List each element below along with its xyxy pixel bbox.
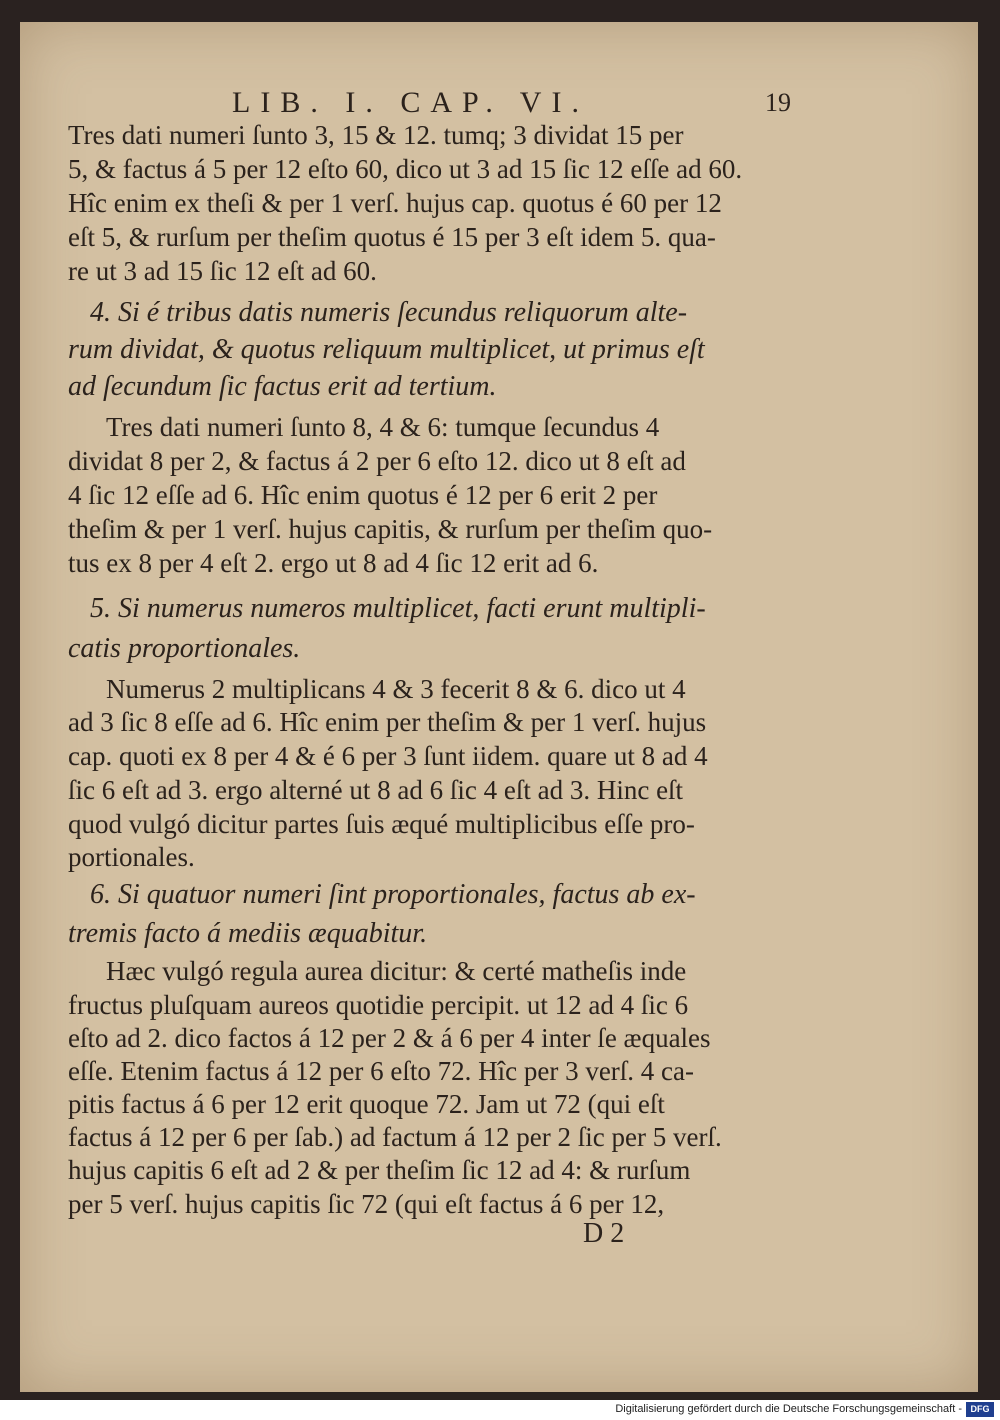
text-line: dividat 8 per 2, & factus á 2 per 6 eſto 12. dico ut 8 eſt ad: [68, 446, 686, 476]
signature-mark: D 2: [583, 1218, 625, 1249]
text-line: ad 3 ſic 8 eſſe ad 6. Hîc enim per theſim & per 1 verſ. hujus: [68, 707, 707, 737]
text-line: Hæc vulgó regula aurea dicitur: & certé matheſis inde: [106, 956, 687, 986]
text-line: Tres dati numeri ſunto 8, 4 & 6: tumque ſecundus 4: [106, 412, 660, 442]
text-line: ſic 6 eſt ad 3. ergo alterné ut 8 ad 6 ſic 4 eſt ad 3. Hinc eſt: [68, 775, 684, 805]
text-line: hujus capitis 6 eſt ad 2 & per theſim ſic 12 ad 4: & rurſum: [68, 1155, 691, 1185]
text-line: 5, & factus á 5 per 12 eſto 60, dico ut 3 ad 15 ſic 12 eſſe ad 60.: [68, 154, 743, 184]
proposition-line: 5. Si numerus numeros multiplicet, facti erunt multipli-: [90, 593, 706, 624]
dfg-logo: DFG: [966, 1402, 994, 1417]
footer-credit: Digitalisierung gefördert durch die Deutsche Forschungsgemeinschaft -: [615, 1403, 962, 1415]
text-line: Tres dati numeri ſunto 3, 15 & 12. tumq; 3 dividat 15 per: [68, 120, 684, 150]
proposition-line: 4. Si é tribus datis numeris ſecundus reliquorum alte-: [90, 297, 688, 328]
text-line: theſim & per 1 verſ. hujus capitis, & rurſum per theſim quo-: [68, 514, 713, 544]
text-line: eſt 5, & rurſum per theſim quotus é 15 per 3 eſt idem 5. qua-: [68, 222, 716, 252]
running-title: LIB. I. CAP. VI.: [232, 86, 589, 119]
text-line: Numerus 2 multiplicans 4 & 3 fecerit 8 & 6. dico ut 4: [106, 674, 686, 704]
text-line: 4 ſic 12 eſſe ad 6. Hîc enim quotus é 12 per 6 erit 2 per: [68, 480, 658, 510]
text-line: eſto ad 2. dico factos á 12 per 2 & á 6 per 4 inter ſe æquales: [68, 1023, 711, 1053]
page-number: 19: [765, 88, 791, 117]
text-line: fructus pluſquam aureos quotidie percipit. ut 12 ad 4 ſic 6: [68, 990, 689, 1020]
proposition-line: ad ſecundum ſic factus erit ad tertium.: [68, 371, 497, 402]
text-line: eſſe. Etenim factus á 12 per 6 eſto 72. Hîc per 3 verſ. 4 ca-: [68, 1056, 695, 1086]
text-line: Hîc enim ex theſi & per 1 verſ. hujus cap. quotus é 60 per 12: [68, 188, 722, 218]
text-line: portionales.: [68, 842, 195, 872]
proposition-line: catis proportionales.: [68, 633, 301, 664]
text-line: quod vulgó dicitur partes ſuis æqué multiplicibus eſſe pro-: [68, 809, 695, 839]
text-line: re ut 3 ad 15 ſic 12 eſt ad 60.: [68, 256, 377, 286]
text-line: pitis factus á 6 per 12 erit quoque 72. Jam ut 72 (qui eſt: [68, 1089, 665, 1119]
text-line: per 5 verſ. hujus capitis ſic 72 (qui eſt factus á 6 per 12,: [68, 1189, 665, 1219]
proposition-line: rum dividat, & quotus reliquum multiplicet, ut primus eſt: [68, 334, 705, 365]
text-line: tus ex 8 per 4 eſt 2. ergo ut 8 ad 4 ſic 12 erit ad 6.: [68, 548, 599, 578]
proposition-line: 6. Si quatuor numeri ſint proportionales, factus ab ex-: [90, 879, 696, 910]
digitization-footer: [0, 1400, 1000, 1420]
text-line: cap. quoti ex 8 per 4 & é 6 per 3 ſunt iidem. quare ut 8 ad 4: [68, 741, 708, 771]
text-line: factus á 12 per 6 per ſab.) ad factum á 12 per 2 ſic per 5 verſ.: [68, 1122, 722, 1152]
proposition-line: tremis facto á mediis æquabitur.: [68, 918, 428, 949]
